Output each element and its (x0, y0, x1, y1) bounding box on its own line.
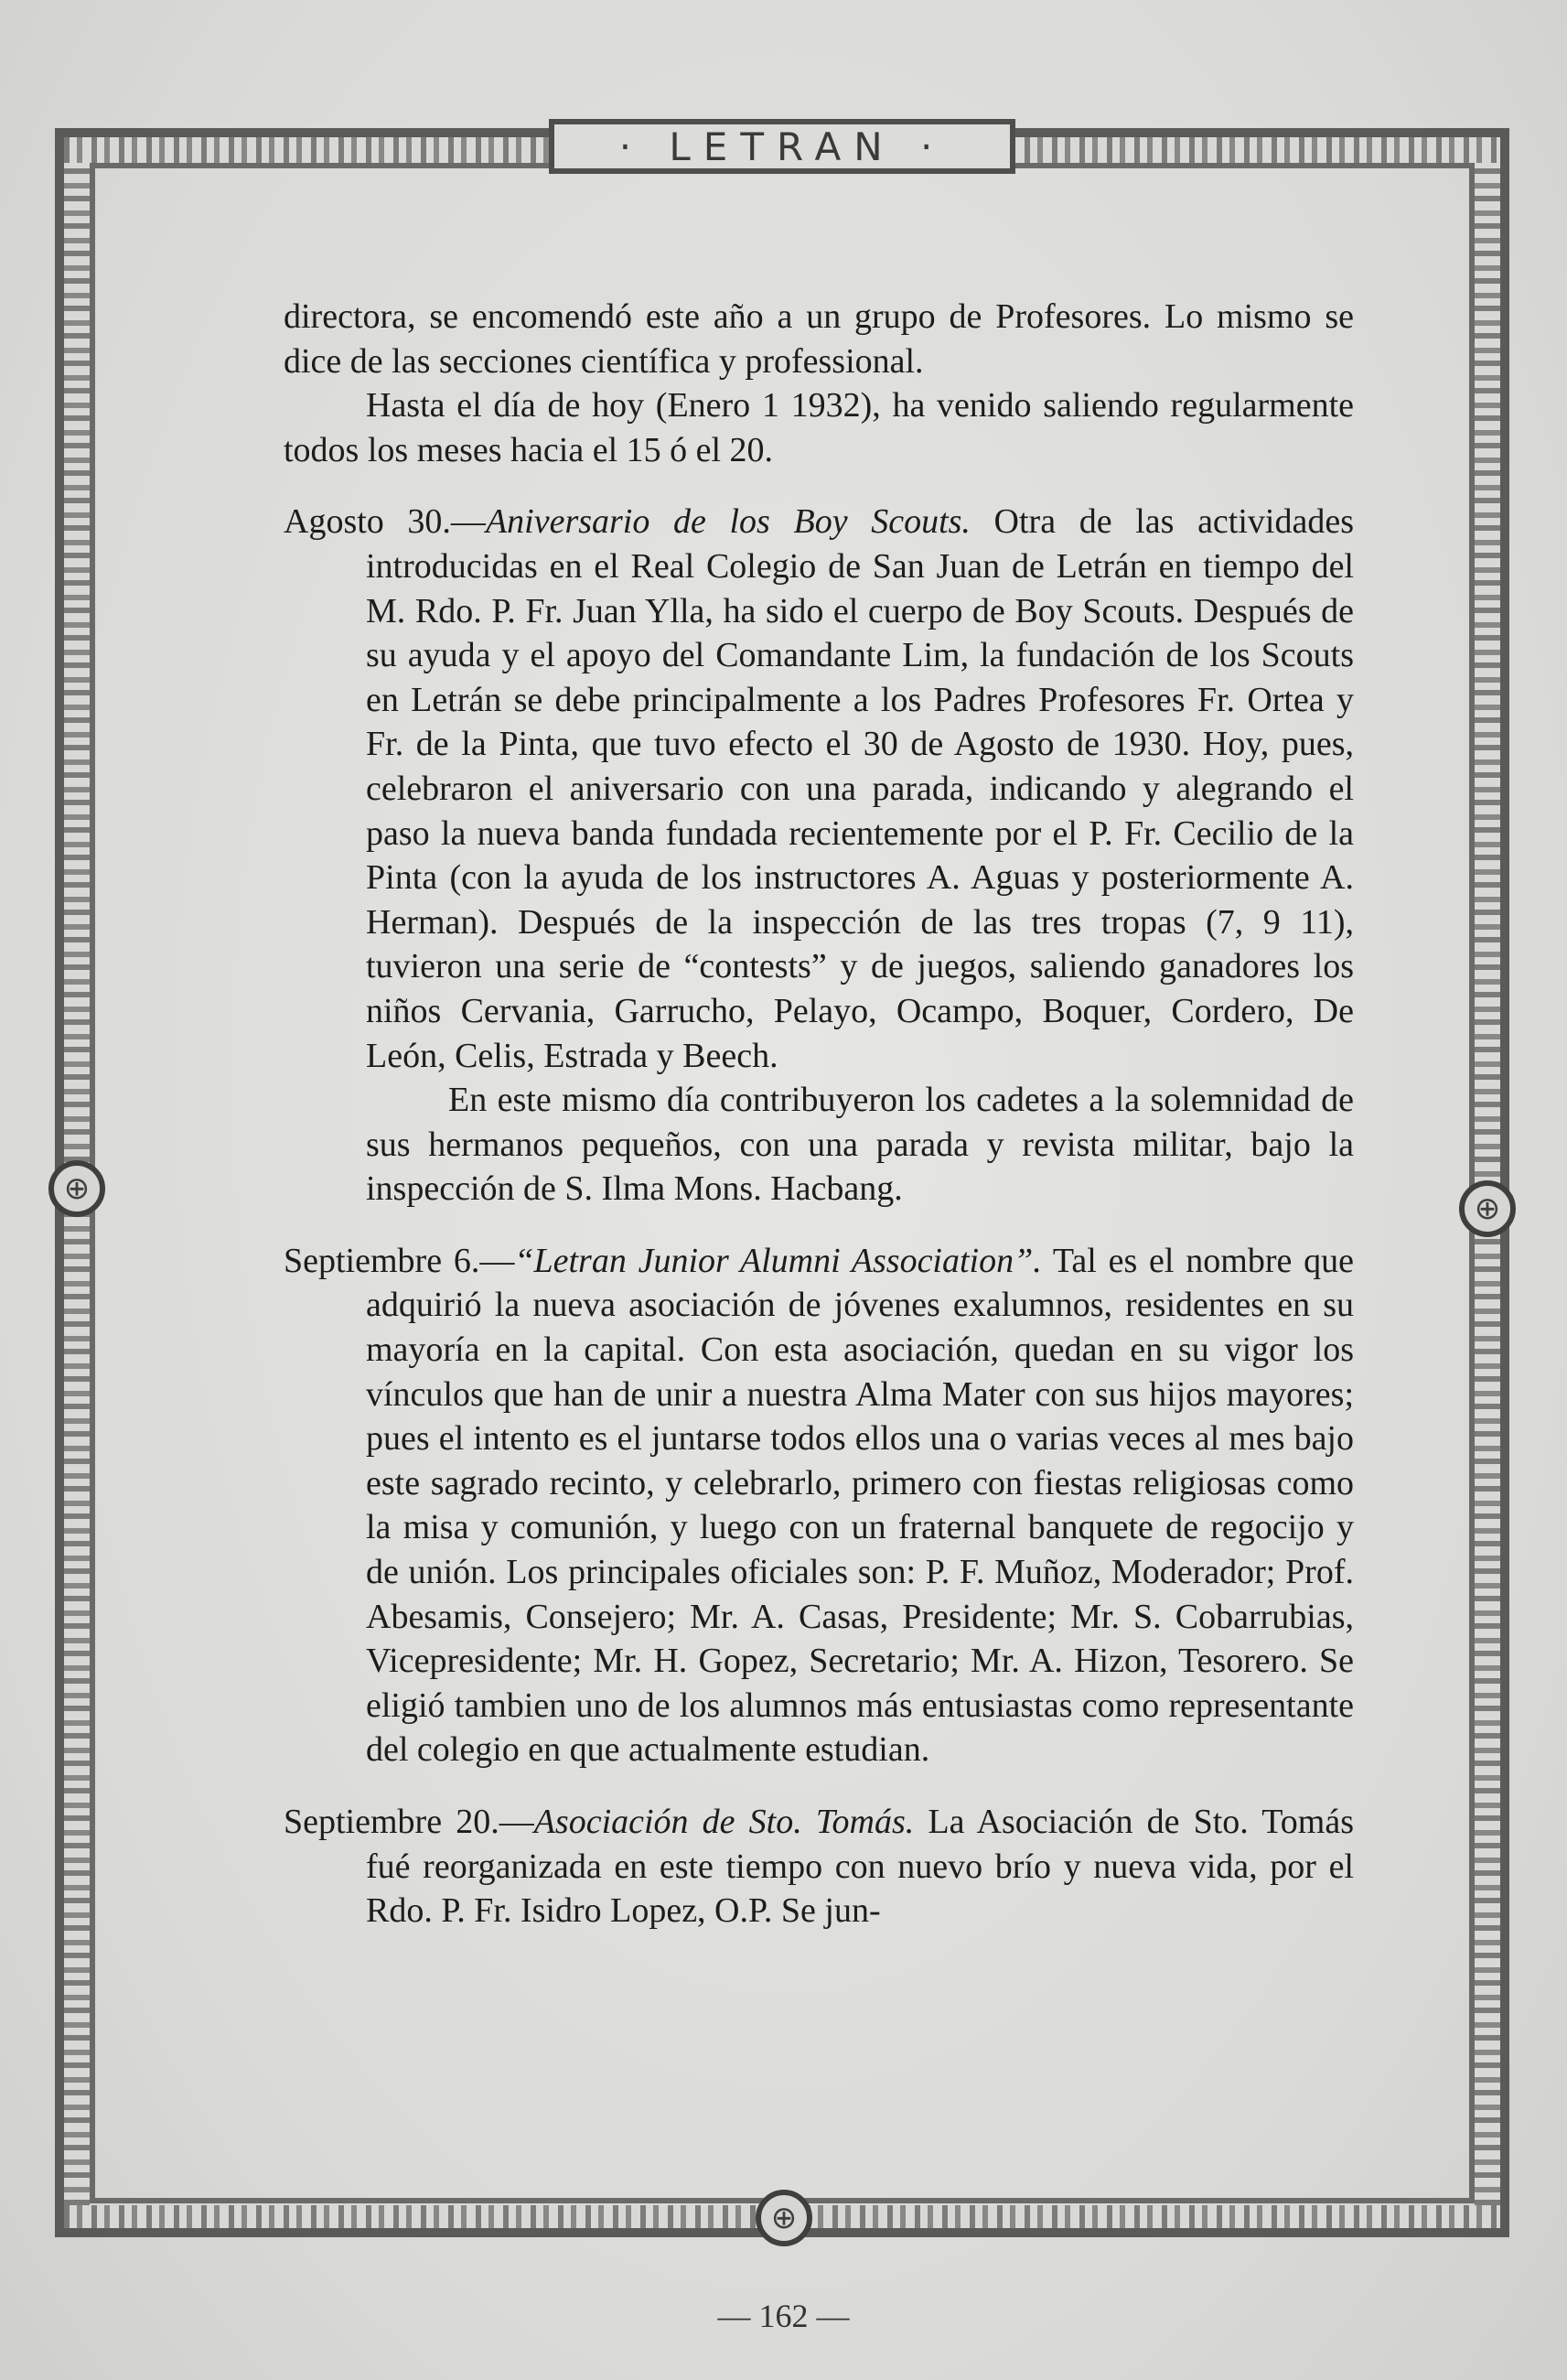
entry-alumni-association (284, 1239, 1354, 1772)
entry-title: Aniversario de los Boy Scouts. (485, 502, 971, 542)
entry-title: “Letran Junior Alumni Association”. (514, 1241, 1042, 1280)
entry-date: Septiembre 20.— (284, 1803, 534, 1841)
page-number: — 162 — (717, 2298, 850, 2334)
cross-medallion-icon: ⊕ (756, 2190, 812, 2246)
entry-body: La Asociación de Sto. Tomás fué reorganizada en este tiempo con nuevo brío y nueva vida, por el Rdo. P. Fr. Isidro Lopez, O.P. Se jun- (366, 1803, 1355, 1931)
entry-date: Septiembre 6.— (284, 1241, 515, 1280)
cross-medallion-icon: ⊕ (48, 1160, 105, 1217)
paragraph: Hasta el día de hoy (Enero 1 1932), ha venido saliendo regularmente todos los meses hacia el 15 ó el 20. (284, 386, 1354, 469)
entry-body: Tal es el nombre que adquirió la nueva asociación de jóvenes exalumnos, residentes en su mayoría en la capital. Con esta asociación, quedan en su vigor los vínculos que han de unir a nuestra Alma Mater con sus hijos mayores; pues el intento es el juntarse todos ellos una o varias veces al mes bajo este sagrado recinto, y celebrarlo, primero con fiestas religiosas como la misa y comunión, y luego con un fraternal banquete de regocijo y de unión. Los principales oficiales son: P. F. Muñoz, Moderador; Prof. Abesamis, Consejero; Mr. A. Casas, Presidente; Mr. S. Cobarrubias, Vicepresidente; Mr. H. Gopez, Secretario; Mr. A. Hizon, Tesorero. Se eligió tambien uno de los alumnos más entusiastas como representante del colegio en que actualmente estudian. (366, 1241, 1354, 1770)
entry-date: Agosto 30.— (284, 502, 486, 542)
entry-body: Otra de las actividades introducidas en el Real Colegio de San Juan de Letrán en tiempo del M. Rdo. P. Fr. Juan Ylla, ha sido el cuerpo de Boy Scouts. Después de su ayuda y el apoyo del Comandante Lim, la fundación de los Scouts en Letrán se debe principalmente a los Padres Profesores Fr. Ortea y Fr. de la Pinta, que tuvo efecto el 30 de Agosto de 1930. Hoy, pues, celebraron el aniversario con una parada, indicando y alegrando el paso la nueva banda fundada recientemente por el P. Fr. Cecilio de la Pinta (con la ayuda de los instructores A. Aguas y posteriormente A. Herman). Después de la inspección de las tres tropas (7, 9 11), tuvieron una serie de “contests” y de juegos, saliendo ganadores los niños Cervania, Garrucho, Pelayo, Ocampo, Boquer, Cordero, De León, Celis, Estrada y Beech. (366, 502, 1354, 1075)
entry-boy-scouts (284, 500, 1354, 1078)
cross-medallion-icon: ⊕ (1459, 1180, 1516, 1237)
header-title: · LETRAN · (618, 124, 946, 169)
paragraph: En este mismo día contribuyeron los cadetes a la solemnidad de sus hermanos pequeños, con una parada y revista militar, bajo la inspección de S. Ilma Mons. Hacbang. (366, 1081, 1354, 1209)
body-text (284, 295, 1354, 1933)
header-title-box (549, 119, 1015, 174)
entry-santo-tomas (284, 1800, 1354, 1933)
paragraph: directora, se encomendó este año a un grupo de Profesores. Lo mismo se dice de las secciones científica y professional. (284, 297, 1354, 381)
entry-title: Asociación de Sto. Tomás. (533, 1803, 915, 1841)
